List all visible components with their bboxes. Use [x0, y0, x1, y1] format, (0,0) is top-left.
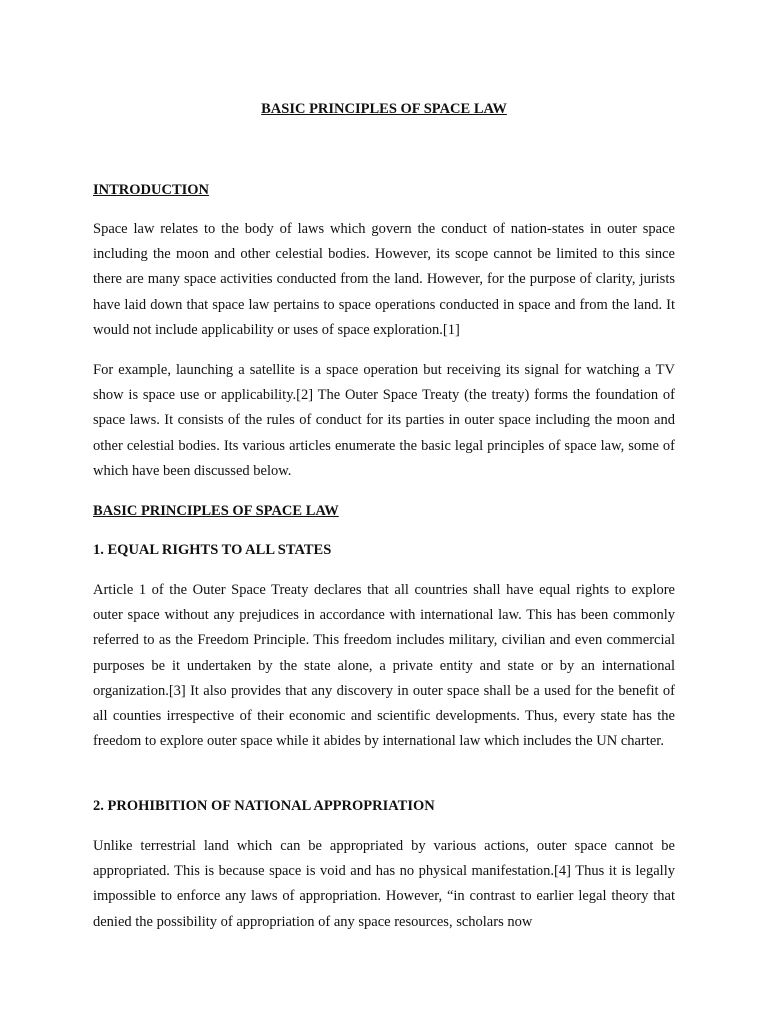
- intro-paragraph-2: For example, launching a satellite is a space operation but receiving its signal for watching a TV show is space use or applicability.[2] The Outer Space Treaty (the treaty) forms the foundation of space laws. It consists of the rules of conduct for its parties in outer space including the moon and other celestial bodies. Its various articles enumerate the basic legal principles of space law, some of which have been discussed below.: [93, 362, 675, 479]
- section-1-heading: 1. EQUAL RIGHTS TO ALL STATES: [93, 542, 332, 558]
- principles-heading: BASIC PRINCIPLES OF SPACE LAW: [93, 503, 339, 519]
- section-2-heading: 2. PROHIBITION OF NATIONAL APPROPRIATION: [93, 798, 435, 814]
- document-title: BASIC PRINCIPLES OF SPACE LAW: [261, 101, 507, 117]
- introduction-heading: INTRODUCTION: [93, 182, 210, 198]
- section-1-paragraph: Article 1 of the Outer Space Treaty declares that all countries shall have equal rights to explore outer space without any prejudices in accordance with international law. This has been commonly referred to as the Freedom Principle. This freedom includes military, civilian and even commercial purposes be it undertaken by the state alone, a private entity and state or by an international organization.[3] It also provides that any discovery in outer space shall be a used for the benefit of all counties irrespective of their economic and scientific developments. Thus, every state has the freedom to explore outer space while it abides by international law which includes the UN charter.: [93, 582, 675, 750]
- intro-paragraph-1: Space law relates to the body of laws which govern the conduct of nation-states in outer space including the moon and other celestial bodies. However, its scope cannot be limited to this since there are many space activities conducted from the land. However, for the purpose of clarity, jurists have laid down that space law pertains to space operations conducted in space and from the land. It would not include applicability or uses of space exploration.[1]: [93, 221, 675, 338]
- section-2-paragraph: Unlike terrestrial land which can be appropriated by various actions, outer space cannot be appropriated. This is because space is void and has no physical manifestation.[4] Thus it is legally impossible to enforce any laws of appropriation. However, “in contrast to earlier legal theory that denied the possibility of appropriation of any space resources, scholars now: [93, 838, 675, 930]
